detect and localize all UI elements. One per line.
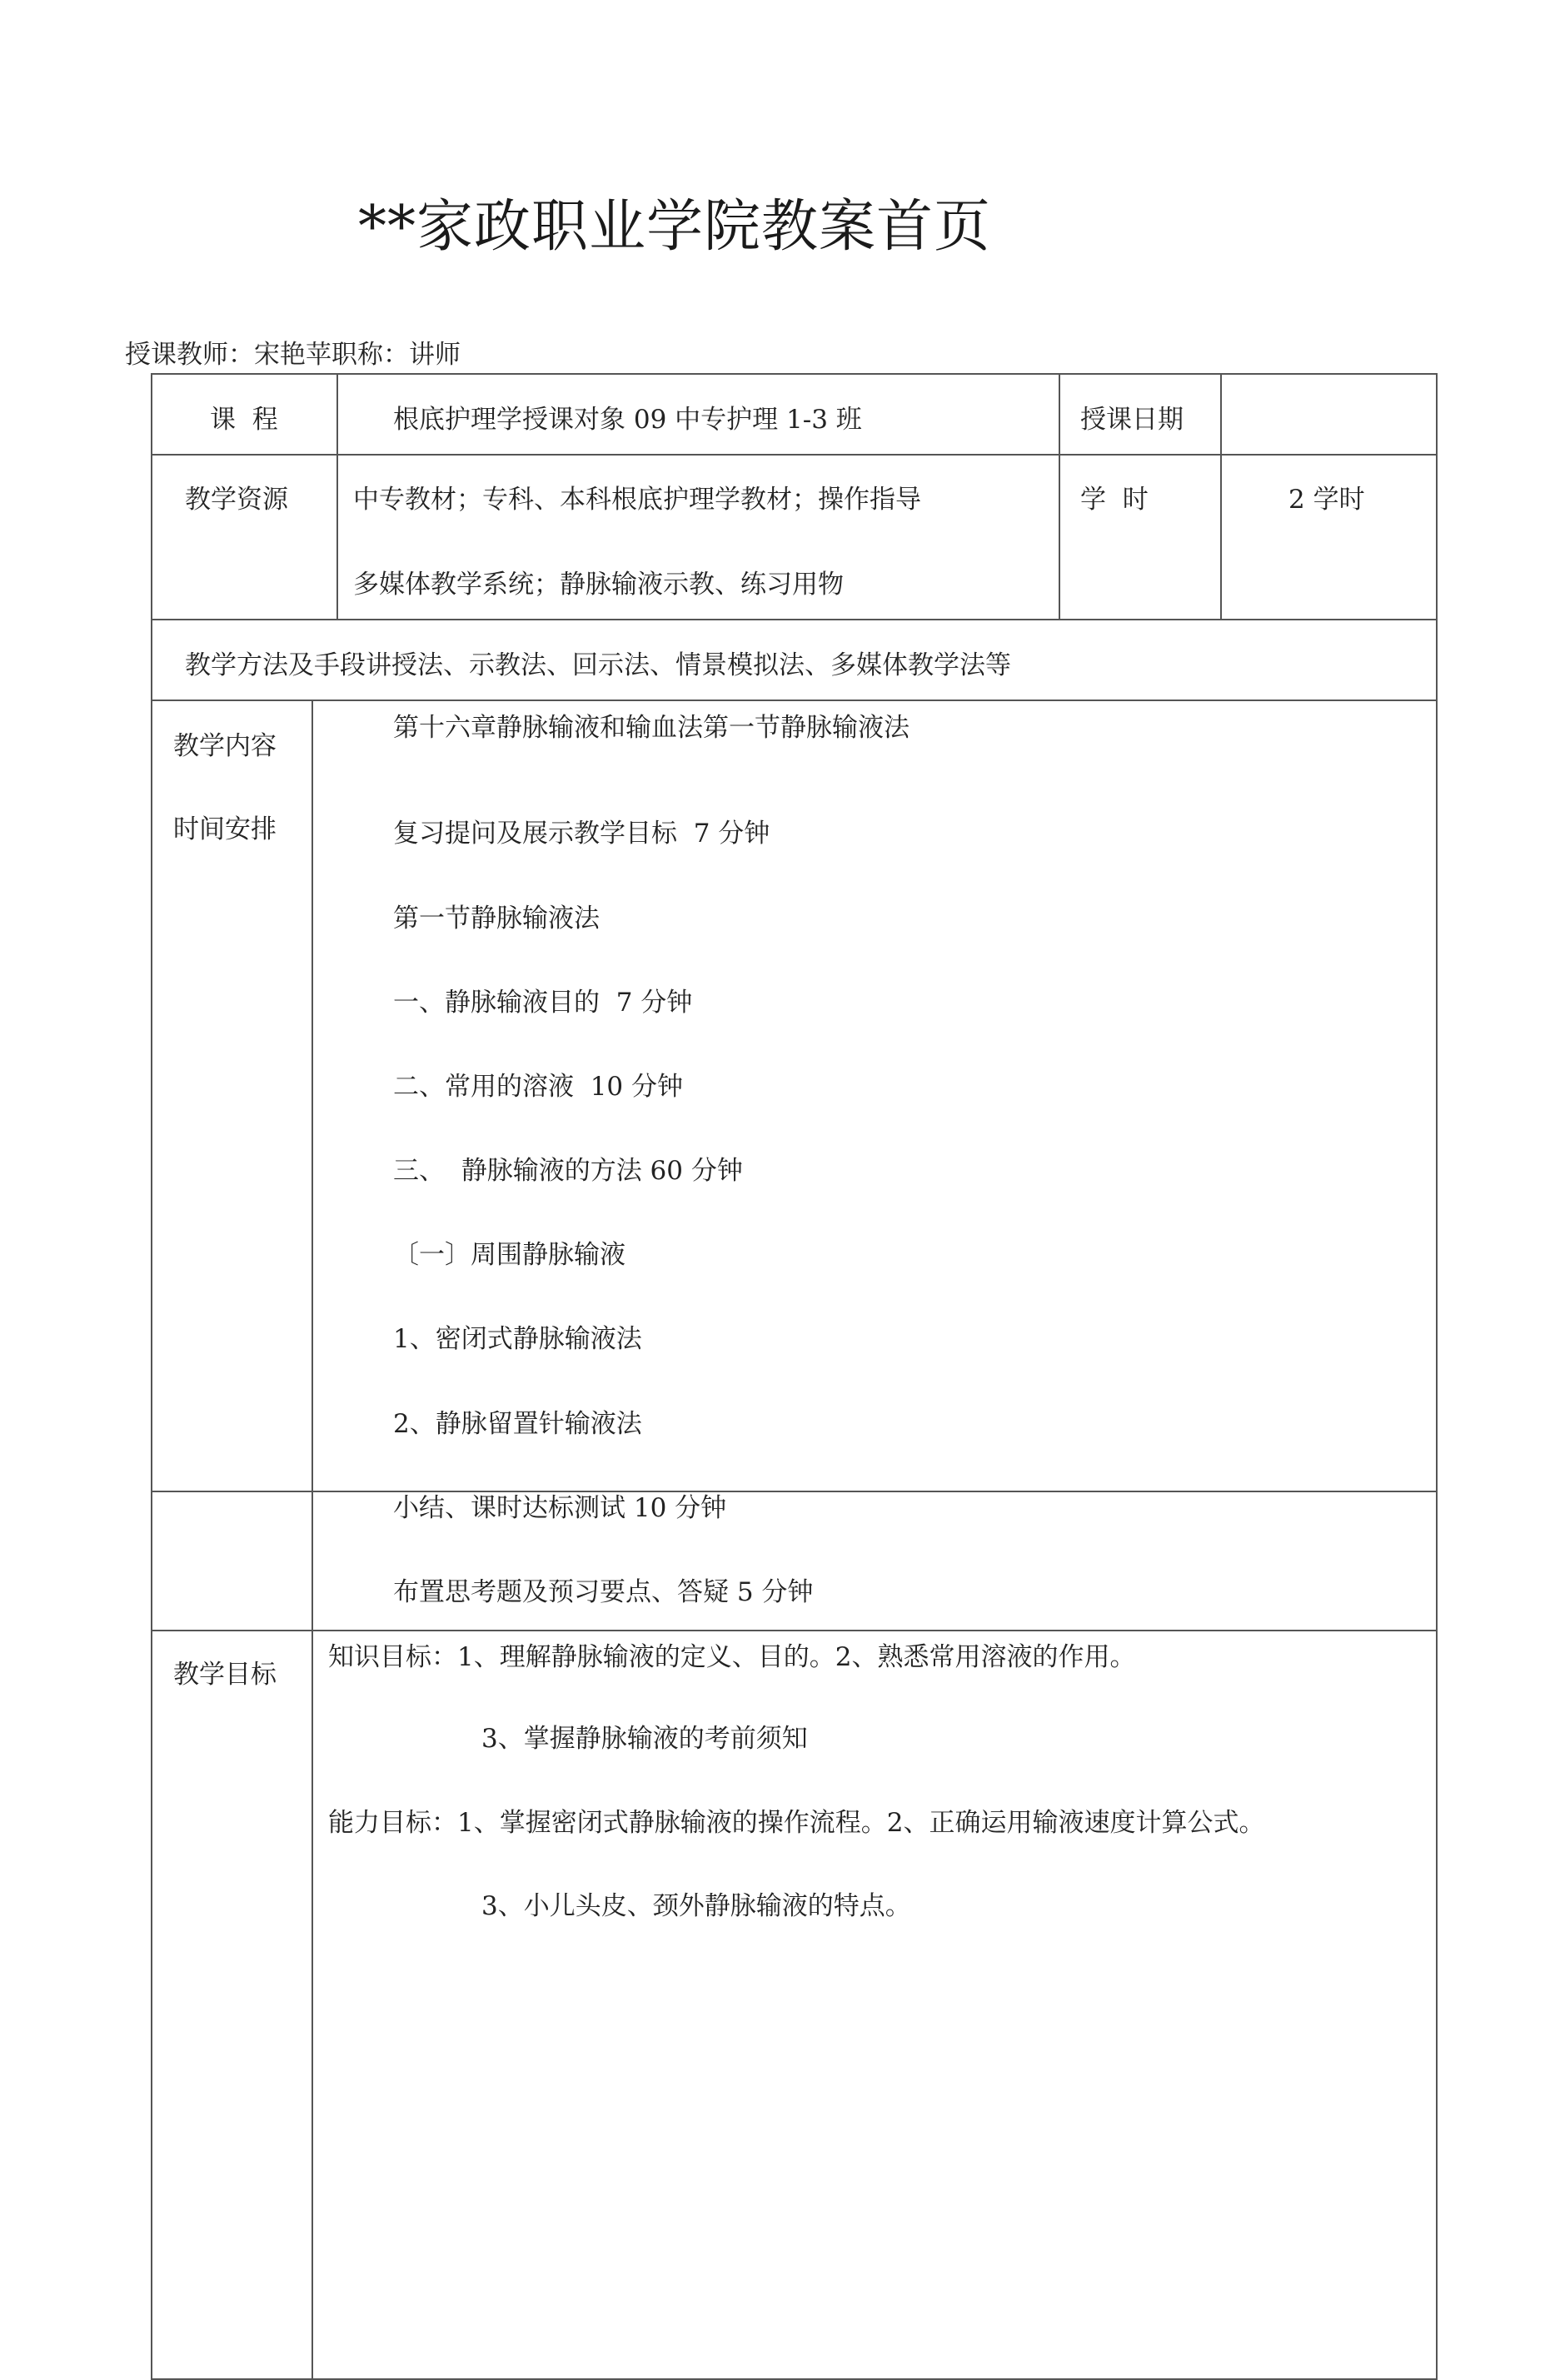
content-item: 第十六章静脉输液和输血法第一节静脉输液法: [393, 713, 910, 743]
schedule-label: 时间安排: [173, 814, 277, 844]
hours-value: 2 学时: [1288, 485, 1365, 515]
content-item: 二、常用的溶液 10 分钟: [393, 1072, 684, 1102]
date-label: 授课日期: [1080, 405, 1184, 435]
row-divider: [151, 700, 1438, 701]
table-border: [151, 1491, 152, 2380]
page-title: **家政职业学院教案首页: [358, 194, 992, 260]
col-divider: [1059, 373, 1060, 620]
row-divider: [151, 619, 1438, 620]
content-item: 2、静脉留置针输液法: [393, 1409, 642, 1439]
row-divider: [151, 1630, 1438, 1631]
col-divider: [1220, 373, 1222, 620]
content-item: 1、密闭式静脉输液法: [393, 1324, 642, 1354]
col-divider: [336, 373, 338, 620]
content-item: 复习提问及展示教学目标 7 分钟: [393, 819, 770, 849]
course-label: 课 程: [210, 405, 278, 435]
table-border: [151, 1491, 1438, 1492]
content-item: 三、 静脉输液的方法 60 分钟: [393, 1156, 743, 1186]
resources-label: 教学资源: [185, 485, 288, 515]
row-divider: [151, 454, 1438, 456]
table-border: [151, 373, 1438, 375]
table-border: [1436, 373, 1438, 1492]
content-label: 教学内容: [173, 731, 277, 761]
table-border: [1436, 1491, 1438, 2380]
objective-line: 能力目标：1、掌握密闭式静脉输液的操作流程。2、正确运用输液速度计算公式。: [328, 1808, 1265, 1838]
objective-line: 3、掌握静脉输液的考前须知: [481, 1724, 808, 1754]
methods-text: 教学方法及手段讲授法、示教法、回示法、情景模拟法、多媒体教学法等: [185, 650, 1011, 680]
teacher-line: 授课教师：宋艳苹职称：讲师: [125, 340, 461, 370]
objective-line: 知识目标：1、理解静脉输液的定义、目的。2、熟悉常用溶液的作用。: [328, 1642, 1136, 1672]
table-border: [151, 373, 152, 1492]
content-item: 〔一〕周围静脉输液: [393, 1240, 625, 1270]
course-text: 根底护理学授课对象 09 中专护理 1-3 班: [393, 405, 862, 435]
content-item: 小结、课时达标测试 10 分钟: [393, 1493, 727, 1523]
col-divider: [311, 700, 313, 1492]
hours-label: 学 时: [1080, 485, 1149, 515]
objectives-label: 教学目标: [173, 1660, 277, 1690]
resources-line-2: 多媒体教学系统；静脉输液示教、练习用物: [353, 570, 844, 600]
content-item: 布置思考题及预习要点、答疑 5 分钟: [393, 1577, 814, 1607]
content-item: 第一节静脉输液法: [393, 904, 600, 934]
content-item: 一、静脉输液目的 7 分钟: [393, 988, 693, 1018]
col-divider: [311, 1491, 313, 2380]
objective-line: 3、小儿头皮、颈外静脉输液的特点。: [481, 1891, 911, 1921]
resources-line-1: 中专教材；专科、本科根底护理学教材；操作指导: [353, 485, 921, 515]
